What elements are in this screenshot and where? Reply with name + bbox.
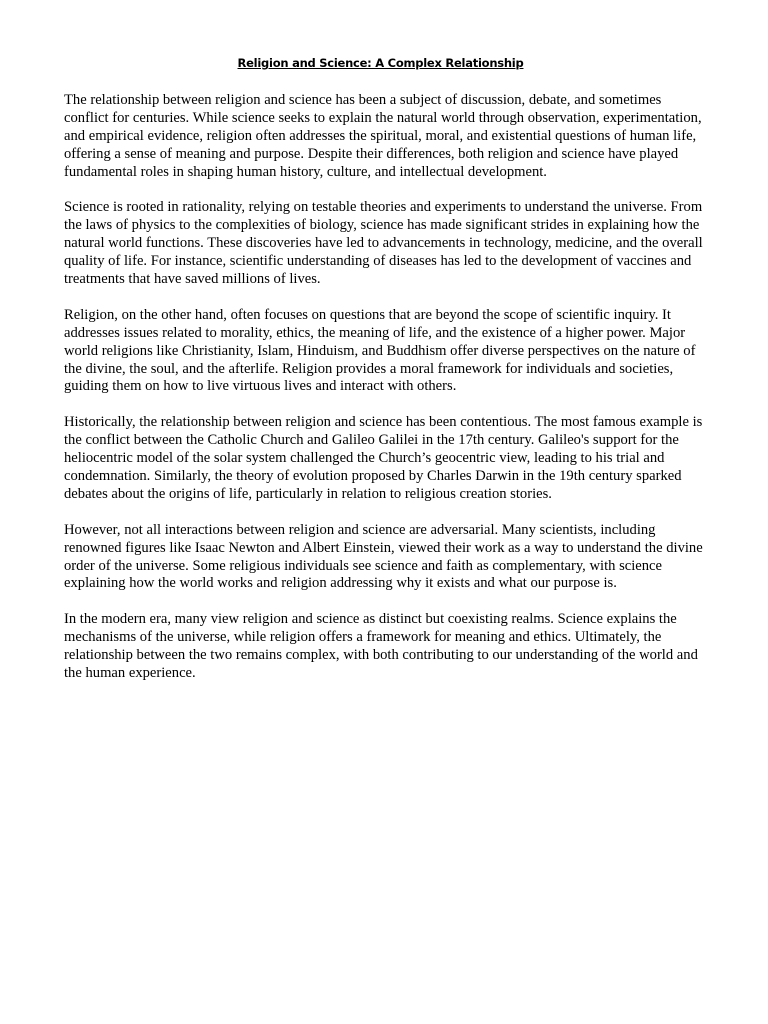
- paragraph-introduction: The relationship between religion and science has been a subject of discussion, debate, and sometimes conflict for centuries. While science seeks to explain the natural world through observation, experimentation, and empirical evidence, religion often addresses the spiritual, moral, and existential questions of human life, offering a sense of meaning and purpose. Despite their differences, both religion and science have played fundamental roles in shaping human history, culture, and intellectual development.: [64, 92, 702, 180]
- paragraph-history: Historically, the relationship between religion and science has been contentious. The most famous example is the conflict between the Catholic Church and Galileo Galilei in the 17th century. Galileo's support for the heliocentric model of the solar system challenged the Church’s geocentric view, leading to his trial and condemnation. Similarly, the theory of evolution proposed by Charles Darwin in the 19th century sparked debates about the origins of life, particularly in relation to religious creation stories.: [64, 414, 703, 502]
- paragraph-religion: Religion, on the other hand, often focuses on questions that are beyond the scope of scientific inquiry. It addresses issues related to morality, ethics, the meaning of life, and the existence of a higher power. Major world religions like Christianity, Islam, Hinduism, and Buddhism offer diverse perspectives on the nature of the divine, the soul, and the afterlife. Religion provides a moral framework for individuals and societies, guiding them on how to live virtuous lives and interact with others.: [64, 306, 696, 395]
- paragraph-modern-era: In the modern era, many view religion and science as distinct but coexisting realms. Science explains the mechanisms of the universe, while religion offers a framework for meaning and ethics. Ultimately, the relationship between the two remains complex, with both contributing to our understanding of the world and the human experience.: [64, 611, 698, 681]
- document-title: Religion and Science: A Complex Relationship: [237, 56, 524, 70]
- paragraph-harmony: However, not all interactions between religion and science are adversarial. Many scientists, including renowned figures like Isaac Newton and Albert Einstein, viewed their work as a way to understand the divine order of the universe. Some religious individuals see science and faith as complementary, with science explaining how the world works and religion addressing why it exists and what our purpose is.: [64, 521, 703, 592]
- document-body: [64, 92, 704, 701]
- paragraph-science: Science is rooted in rationality, relying on testable theories and experiments to understand the universe. From the laws of physics to the complexities of biology, science has made significant strides in explaining how the natural world functions. These discoveries have led to advancements in technology, medicine, and the overall quality of life. For instance, scientific understanding of diseases has led to the development of vaccines and treatments that have saved millions of lives.: [64, 199, 703, 288]
